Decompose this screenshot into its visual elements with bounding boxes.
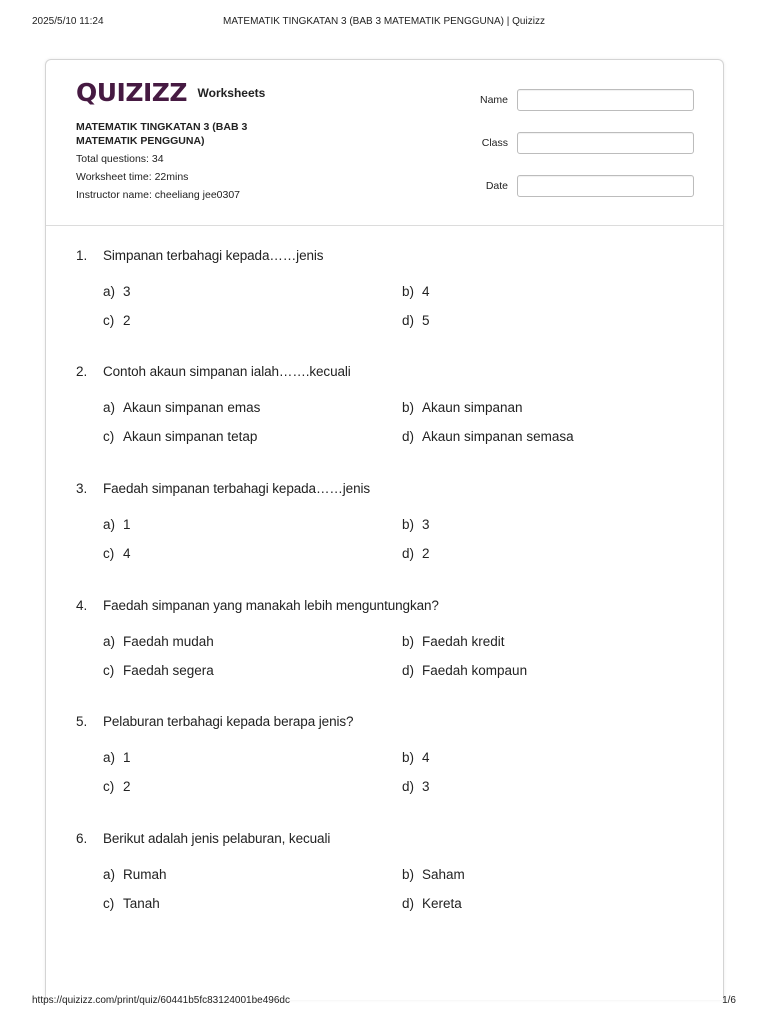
- option-letter: b): [402, 517, 415, 532]
- option-text: Faedah segera: [123, 663, 214, 678]
- option-c: [103, 896, 160, 911]
- question-1: [76, 248, 696, 348]
- question-text: Pelaburan terbahagi kepada berapa jenis?: [103, 714, 354, 729]
- worksheet-time: Worksheet time: 22mins: [76, 171, 189, 183]
- option-text: Akaun simpanan tetap: [123, 429, 258, 444]
- question-text: Faedah simpanan yang manakah lebih menguntungkan?: [103, 598, 439, 613]
- option-text: Akaun simpanan: [422, 400, 523, 415]
- option-c: [103, 546, 131, 561]
- option-letter: a): [103, 400, 116, 415]
- option-text: 4: [422, 750, 430, 765]
- question-2: [76, 364, 696, 464]
- option-d: [402, 546, 430, 561]
- option-letter: d): [402, 546, 415, 561]
- option-letter: a): [103, 517, 116, 532]
- worksheet-title: MATEMATIK TINGKATAN 3 (BAB 3 MATEMATIK PENGGUNA): [76, 121, 248, 147]
- option-letter: b): [402, 284, 415, 299]
- option-text: 2: [123, 313, 131, 328]
- option-text: 2: [123, 779, 131, 794]
- question-number: 3.: [76, 481, 88, 496]
- option-b: [402, 517, 430, 532]
- option-d: [402, 779, 430, 794]
- question-number: 2.: [76, 364, 88, 379]
- option-letter: a): [103, 750, 116, 765]
- option-a: [103, 284, 131, 299]
- option-letter: a): [103, 284, 116, 299]
- option-a: [103, 867, 167, 882]
- option-letter: d): [402, 896, 415, 911]
- option-c: [103, 779, 131, 794]
- option-b: [402, 284, 430, 299]
- print-datetime: 2025/5/10 11:24: [32, 16, 104, 27]
- question-text: Faedah simpanan terbahagi kepada……jenis: [103, 481, 371, 496]
- option-text: Akaun simpanan semasa: [422, 429, 574, 444]
- brand: [76, 80, 265, 106]
- option-letter: d): [402, 663, 415, 678]
- question-number: 6.: [76, 831, 88, 846]
- option-text: Kereta: [422, 896, 462, 911]
- date-input[interactable]: [517, 175, 694, 197]
- option-letter: b): [402, 634, 415, 649]
- option-text: 3: [422, 517, 430, 532]
- option-text: 2: [422, 546, 430, 561]
- option-a: [103, 517, 131, 532]
- option-text: 1: [123, 517, 131, 532]
- option-text: 4: [422, 284, 430, 299]
- option-letter: d): [402, 313, 415, 328]
- question-number: 5.: [76, 714, 88, 729]
- class-label: Class: [481, 137, 508, 149]
- print-page-title: MATEMATIK TINGKATAN 3 (BAB 3 MATEMATIK PENGGUNA) | Quizizz: [223, 16, 545, 27]
- option-a: [103, 400, 260, 415]
- option-text: Faedah kredit: [422, 634, 505, 649]
- option-letter: a): [103, 867, 116, 882]
- worksheet-header: [46, 60, 723, 226]
- brand-subtitle: Worksheets: [197, 86, 266, 100]
- option-letter: c): [103, 313, 115, 328]
- name-label: Name: [479, 94, 508, 106]
- option-letter: c): [103, 779, 115, 794]
- option-d: [402, 896, 462, 911]
- option-d: [402, 663, 527, 678]
- question-4: [76, 598, 696, 698]
- question-5: [76, 714, 696, 814]
- option-text: Tanah: [123, 896, 160, 911]
- option-c: [103, 429, 257, 444]
- question-text: Contoh akaun simpanan ialah…….kecuali: [103, 364, 351, 379]
- option-text: 3: [422, 779, 430, 794]
- option-b: [402, 634, 505, 649]
- option-c: [103, 663, 214, 678]
- option-text: Akaun simpanan emas: [123, 400, 261, 415]
- question-3: [76, 481, 696, 581]
- print-header: [32, 16, 736, 30]
- option-text: Rumah: [123, 867, 167, 882]
- option-text: 3: [123, 284, 131, 299]
- option-a: [103, 634, 214, 649]
- option-letter: c): [103, 896, 115, 911]
- name-input[interactable]: [517, 89, 694, 111]
- question-number: 1.: [76, 248, 88, 263]
- option-text: 1: [123, 750, 131, 765]
- option-d: [402, 429, 574, 444]
- option-letter: c): [103, 546, 115, 561]
- print-footer: [32, 995, 736, 1009]
- option-letter: d): [402, 779, 415, 794]
- option-letter: b): [402, 750, 415, 765]
- quizizz-logo: QUIZIZZ: [76, 78, 188, 107]
- option-letter: b): [402, 400, 415, 415]
- option-text: Saham: [422, 867, 465, 882]
- option-text: Faedah mudah: [123, 634, 214, 649]
- page-number: 1/6: [722, 995, 736, 1006]
- option-letter: d): [402, 429, 415, 444]
- option-letter: b): [402, 867, 415, 882]
- total-questions: Total questions: 34: [76, 153, 164, 165]
- option-text: Faedah kompaun: [422, 663, 528, 678]
- worksheet-card: [45, 59, 724, 1000]
- print-url: https://quizizz.com/print/quiz/60441b5fc83124001be496dc: [32, 995, 290, 1006]
- option-a: [103, 750, 131, 765]
- option-d: [402, 313, 430, 328]
- question-text: Berikut adalah jenis pelaburan, kecuali: [103, 831, 331, 846]
- class-input[interactable]: [517, 132, 694, 154]
- option-b: [402, 400, 523, 415]
- option-letter: a): [103, 634, 116, 649]
- option-b: [402, 867, 465, 882]
- question-6: [76, 831, 696, 931]
- option-b: [402, 750, 430, 765]
- instructor-name: Instructor name: cheeliang jee0307: [76, 189, 241, 201]
- question-number: 4.: [76, 598, 88, 613]
- question-text: Simpanan terbahagi kepada……jenis: [103, 248, 324, 263]
- date-label: Date: [485, 180, 508, 192]
- option-letter: c): [103, 429, 115, 444]
- option-c: [103, 313, 131, 328]
- option-text: 4: [123, 546, 131, 561]
- option-letter: c): [103, 663, 115, 678]
- option-text: 5: [422, 313, 430, 328]
